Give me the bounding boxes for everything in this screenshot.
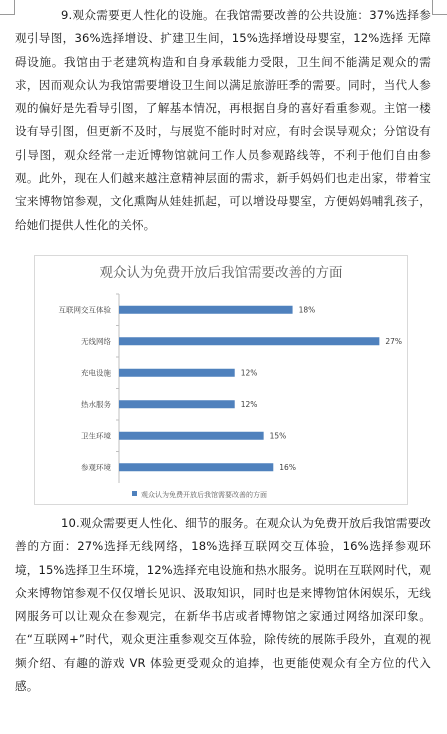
category-label: 无线网络: [81, 336, 111, 346]
category-label: 参观环境: [81, 462, 111, 472]
data-label: 12%: [240, 399, 258, 409]
data-label: 15%: [269, 431, 287, 441]
page-corner-mark-left: [0, 0, 15, 15]
plot-area: [59, 294, 403, 483]
bar-chart-svg: [35, 256, 407, 504]
data-label: 27%: [385, 336, 403, 346]
data-label: 12%: [240, 368, 258, 378]
data-label: 16%: [279, 462, 296, 472]
bar: [119, 369, 235, 377]
bar: [119, 337, 379, 345]
paragraph-services: 10.观众需要更人性化、细节的服务。在观众认为免费开放后我馆需要改善的方面：27%选择无线网络，18%选择互联网交互体验，16%选择参观环境，15%选择卫生环境，12%选择充电设施和热水服务。说明在互联网时代，观众来博物馆参观不仅仅增长见识、汲取知识，同时也是来博物馆休闲娱乐，无线网服务可以让观众在参观完，在新华书店或者博物馆之家通过网络加深印象。在“互联网+”时代，观众更注重参观交互体验，除传统的展陈手段外，直观的视频介绍、有趣的游戏 VR 体验更受观众的追捧，也更能使观众有全方位的代入感。: [15, 516, 431, 694]
bar: [119, 463, 273, 471]
bar: [119, 306, 293, 314]
bar: [119, 400, 235, 408]
legend-swatch: [132, 491, 137, 496]
data-label: 18%: [298, 305, 316, 315]
category-label: 充电设施: [81, 368, 111, 378]
page-corner-mark-right: [432, 0, 447, 15]
category-label: 热水服务: [81, 399, 111, 409]
legend-label: 观众认为免费开放后我馆需要改善的方面: [141, 491, 267, 499]
paragraph-facilities: 9.观众需要更人性化的设施。在我馆需要改善的公共设施：37%选择参观引导图，36%选择增设、扩建卫生间，15%选择增设母婴室，12%选择 无障碍设施。我馆由于老建筑构造和自身承载能力受限，卫生间不能满足观众的需求，因而观众认为我馆需要增设卫生间以满足旅游旺季的需要。同时，当代人参观的偏好是先看导引图，了解基本情况，再根据自身的喜好看重参观。主馆一楼设有导引图，但更新不及时，与展览不能时时对应，有时会误导观众；分馆设有引导图，观众经常一走近博物馆就问工作人员参观路线等，不利于他们自由参观。此外，现在人们越来越注意精神层面的需求，新手妈妈们也走出家，带着宝宝来博物馆参观，文化熏陶从娃娃抓起，可以增设母婴室，方便妈妈哺乳孩子，给她们提供人性化的关怀。: [15, 8, 431, 232]
chart-title: 观众认为免费开放后我馆需要改善的方面: [99, 265, 343, 281]
bar: [119, 432, 264, 440]
category-label: 卫生环境: [81, 431, 111, 441]
category-label: 互联网交互体验: [58, 305, 111, 315]
bar-chart: [34, 255, 408, 505]
